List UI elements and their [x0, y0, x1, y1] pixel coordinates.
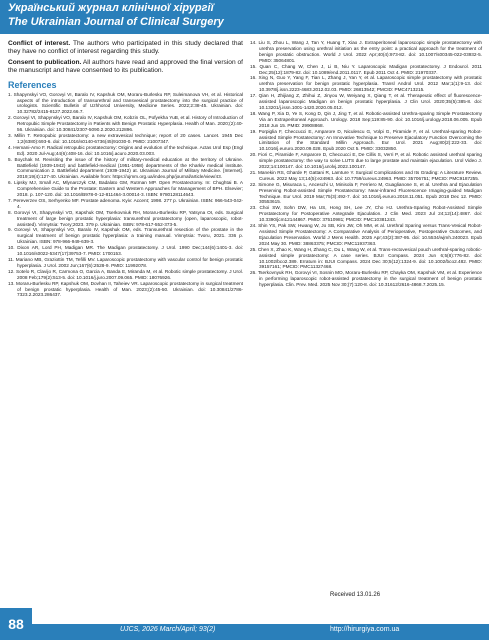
reference-item: 6. Lipsky MJ, Small AC, Mlynarczyk CM, Badalato GM, Rutman MP. Open Prostatectomy. In: Chughtai B. A Comprehensive Guide to the Prostate: Eastern and Western Approaches for Management of BPH. Elsevier; 2018. p. 107-120. doi: 10.1016/B978-0-12-811464-3.00014-3. ISBN: 9780128114643.	[8, 180, 243, 198]
reference-item: 8. Gorovyi VI, Shapynskyi VO, Kapshuk OM, Tserkovniuk RH, Moraru-Burlesku RP, Yatsyna OI, eds. Surgical treatment of large benign prostatic hyperplasia: transurethral prostatectomy (open, laparoscopic, robot-assisted). Vinnytsia: Tvory;2023. 379 p. Ukrainian. ISBN: 978-617-552-373-5.	[8, 209, 243, 227]
reference-item: 3. Millin T. Retropubic prostatectomy: a new extravesical technique; report of 20 cases. Lancet. 1945 Dec 1;2(6380):693-6. doi: 10.1016/s0140-6736(45)91030-0. PMID: 21007347.	[8, 132, 243, 144]
reference-item: 7. Pereverzev OS, Serhyenko MF. Prostate adenoma. Kyiv: Accent; 1998. 277 p. Ukrainian. ISBN: 966-543-042-4.	[8, 197, 243, 209]
reference-item: 4. Hemani-Amo F. Radical retropubic prostatectomy: Origins and evolution of the technique. Actas Urol Esp (Engl Ed). 2020 Jul-Aug;44(6):408-16. doi: 10.1016/j.acuro.2020.03.003.	[8, 144, 243, 156]
journal-citation: UJCS, 2026 March/April; 93(2)	[120, 626, 216, 633]
reference-item: 5. Boychak M. Revisiting the issue of the history of military-medical education at the territory of Ukraine. Battlefield (1939-1942) and battlefield-medical (1951-1958) departments of the Kharkiv medical institute. Communication 2. Battlefield department (1939-1942) at. Ukrainian Journal of Military Medicine. [Internet]. 2019;19(4):127-40. Ukrainian. Available from: https://ujmm.org.ua/index.php/journal/article/view/43.	[8, 156, 243, 180]
references-list-right	[250, 40, 482, 288]
reference-item: 21. Manekin RS, Gharde P, Gattani R, Lamture Y. Surgical Complications and Its Grading: A Literature Review. Cureus. 2022 May 13;14(5):e24963. doi: 10.7759/cureus.24963. PMID: 35706751; PMCID: PMC9187255.	[250, 169, 482, 181]
reference-item: 22. Simone G, Misuraca L, Anceschi U, Minisola F, Ferriero M, Guaglianone S, et al. Urethra and Ejaculation Preserving Robot-assisted Simple Prostatectomy: Near-infrared Fluorescence Imaging-guided Madigan Technique. Eur Urol. 2019 Mar;75(3):492-7. doi: 10.1016/j.eururo.2018.11.051. Epub 2018 Dec 12. PMID: 30553615.	[250, 181, 482, 205]
conflict-of-interest-statement	[8, 40, 243, 57]
received-date: Received 13.01.26	[330, 592, 381, 598]
page-footer-band	[0, 616, 489, 640]
reference-item: 10. Dixon AR, Lord PH, Madigan MR. The Madigan prostatectomy. J Urol. 1990 Dec;144(6):1401-3. doi: 10.1016/s0022-5347(17)39753-7. PMID: 1700153.	[8, 245, 243, 257]
consent-label: Consent to publication.	[8, 58, 82, 66]
reference-item: 1. Shapynskyi VO, Gorovyi VI, Baralo IV, Kapshuk OM, Moraru-Burlesku RP, Suleimanova VH, et al. Historical aspects of the introduction of transurethral and transvesical prostatectomy into the surgical practice of urologists. Scientific Bulletin of Uzhhorod University, Medicine Series. 2022;2:38-45. Ukrainian. doi: 10.32782/2415-8127.2022.66.7.	[8, 91, 243, 115]
journal-title-ukrainian: Український журнал клінічної хірургії	[8, 2, 214, 14]
consent-statement	[8, 59, 243, 76]
consent-text: All authors have read and approved the final version of the manuscript and have consented to its publication.	[8, 58, 243, 75]
left-column	[8, 40, 243, 298]
conflict-label: Conflict of interest.	[8, 40, 71, 47]
journal-header-band	[0, 0, 489, 34]
conflict-text: The authors who participated in this study declared that they have no conflict of interest regarding this study.	[8, 40, 244, 56]
right-column	[250, 40, 482, 288]
reference-item: 12. Sotelo R, Clavijo R, Carmona O, Garcia A, Banda E, Miranda M, et al. Robotic simple prostatectomy. J Urol. 2008 Feb;179(2):513-5. doi: 10.1016/j.juro.2007.09.065. PMID: 18076926.	[8, 268, 243, 280]
reference-item: 23. Choi SW, Sohn DW, Ha US, Hong SH, Lee JY, Cho HJ. Urethra-Sparing Robot-Assisted Simple Prostatectomy for Postoperative Antegrade Ejaculation. J Clin Med. 2023 Jul 24;12(14):4867. doi: 10.3390/jcm12144867. PMID: 37510981; PMCID: PMC10381243.	[250, 205, 482, 223]
reference-item: 16. Xing N, Guo Y, Yang F, Tian L, Zhang J, Yan Y, et al. Laparoscopic simple prostatectomy with prostatic urethra preservation for benign prostatic hyperplasia. Transl Androl Urol. 2012 Mar;1(1):9-13. doi: 10.3978/j.issn.2223-4683.2012.02.03. PMID: 26813542; PMCID: PMC4713215.	[250, 75, 482, 93]
reference-item: 19. Porpiglia F, Checcucci E, Amparore D, Niculescu G, Volpi G, Piramide F, et al. Urethral-sparing Robot-assisted Simple Prostatectomy: An Innovative Technique to Preserve Ejaculatory Function Overcoming the Limitation of the Standard Millin Approach. Eur Urol. 2021 Aug;80(2):222-33. doi: 10.1016/j.eururo.2020.09.028. Epub 2020 Oct 5. PMID: 33032850.	[250, 128, 482, 152]
reference-item: 13. Moraru-Burlesku RP, Kapshuk OM, Dovhan II, Taheiev VR. Laparoscopic prostatectomy in surgical treatment of benign prostatic hyperplasia. Health of Man. 2023;(2):45-50. Ukrainian. doi: 10.30841/2786-7323.2.2023.286437.	[8, 280, 243, 298]
reference-item: 9. Gorovyi VI, Shapynskyi VO, Baralo IV, Kapshuk OM, eds. Transurethral resection of the prostate in the surgical treatment of benign prostatic hyperplasia: a training manual. Vinnytsia: Tvoru, 2021. 336 p. Ukrainian. ISBN: 978-966-949-639-3.	[8, 227, 243, 245]
page-number: 88	[0, 608, 32, 640]
references-heading: References	[8, 79, 57, 90]
reference-item: 24. Shin YS, Pak SW, Hwang W, Jo SB, Kim JW, Oh MM, et al. Urethral Sparing versus Trans-Vesical Robot-Assisted Simple Prostatectomy: A Comparative Analysis of Perioperative, Postoperative Outcomes, and Ejaculation Preservation. World J Mens Health. 2025 Apr;43(2):387-95. doi: 10.5534/wjmh.240023. Epub 2024 May 30. PMID: 38863375; PMCID: PMC11937363.	[250, 223, 482, 246]
journal-title-english: The Ukrainian Journal of Clinical Surgery	[8, 16, 224, 28]
reference-item: 18. Wang P, Xia D, Ye S, Kong D, Qin J, Jing T, et al. Robotic-assisted Urethra-sparing Simple Prostatectomy Via an Extraperitoneal Approach. Urology. 2018 Sep;119:85-90. doi: 10.1016/j.urology.2018.06.005. Epub 2018 Jun 15. PMID: 29908868.	[250, 110, 482, 128]
reference-item: 26. Tserkovnyuk RH, Gorovyi VI, Sosnin MO, Moraru-Burlesku RP, Chayka OM, Kapshuk VM, et al. Experience in performing laparoscopic robot-assisted prostatectomy in the surgical treatment of benign prostatic hyperplasia. Clin. Prev. Med. 2025 Nov 30;(7):120-8. doi: 10.31612/2616-4868.7.2025.15.	[250, 270, 482, 288]
reference-item: 2. Gorovyi VI, Shapynskyi VO, Baralo IV, Kapshuk OM, Kobzin OL, Pofyekha YuB, et al. History of Introduction of Retropubic Simple Prostatectomy in Patients with Benign Prostatic Hyperplasia. Health of Man. 2020;(2):40-56. Ukrainian. doi: 10.30841/2307-5090.2.2020.212896.	[8, 115, 243, 133]
references-list-left	[8, 92, 243, 299]
reference-item: 11. Mariano MB, Graziottin TM, Tefilli MV. Laparoscopic prostatectomy with vascular control for benign prostatic hyperplasia. J Urol. 2002 Jun;167(6):2528-9. PMID: 11992078.	[8, 257, 243, 268]
reference-item: 14. Liu S, Zhou L, Wang J, Tan Y, Huang T, Xiao J. Extraperitoneal laparoscopic simple prostatectomy with urethra preservation using urethral initiation as the entry point: a practical approach for the treatment of benign prostatic obstruction. World J Urol. 2022 Apr;40(4):973-82. doi: 10.1007/s00345-022-03932-5. PMID: 35064801.	[250, 40, 482, 63]
reference-item: 25. Chen X, Zhao K, Wang H, Zhang C, Du L, Wang W, et al. Trans-rectovesical pouch urethral-sparing robotic-assisted simple prostatectomy: A case series. BJUI Compass. 2024 Jun 6;5(8):776-82. doi: 10.1002/bco2.389. Erratum in: BJUI Compass. 2024 Dec 30;5(12):1324-9. doi: 10.1002/bco2.482. PMID: 39157161; PMCID: PMC11327468.	[250, 246, 482, 270]
reference-item: 15. Quan C, Chang W, Chen J, Li B, Niu Y. Laparoscopic Madigan prostatectomy. J Endourol. 2011 Dec;25(12):1879-82. doi: 10.1089/end.2011.0117. Epub 2011 Oct 4. PMID: 21970337.	[250, 63, 482, 75]
journal-url-link[interactable]: http://hirurgiya.com.ua	[330, 626, 400, 633]
reference-item: 17. Qian H, Zhijiang Z, Zhihui Z, Jinyou W, Weiyang X, Qiang T, et al. Therapeutic effect of fluorescence-assisted laparoscopic Madigan on benign prostatic hyperplasia. J Clin Urol. 2020;35(5):385-8. doi: 10.13201/j.issn.1001-1420.2020.05.012.	[250, 93, 482, 110]
reference-item: 20. Fiori C, Piramide F, Amparore D, Checcucci E, De Cillis S, Verri P, et al. Robotic assisted urethral sparing simple prostatectomy: the way to solve LUTS due to large prostate and maintain ejaculation. Urol Video J. 2022;14:100147. doi: 10.1016/j.urolvj.2022.100147.	[250, 152, 482, 170]
